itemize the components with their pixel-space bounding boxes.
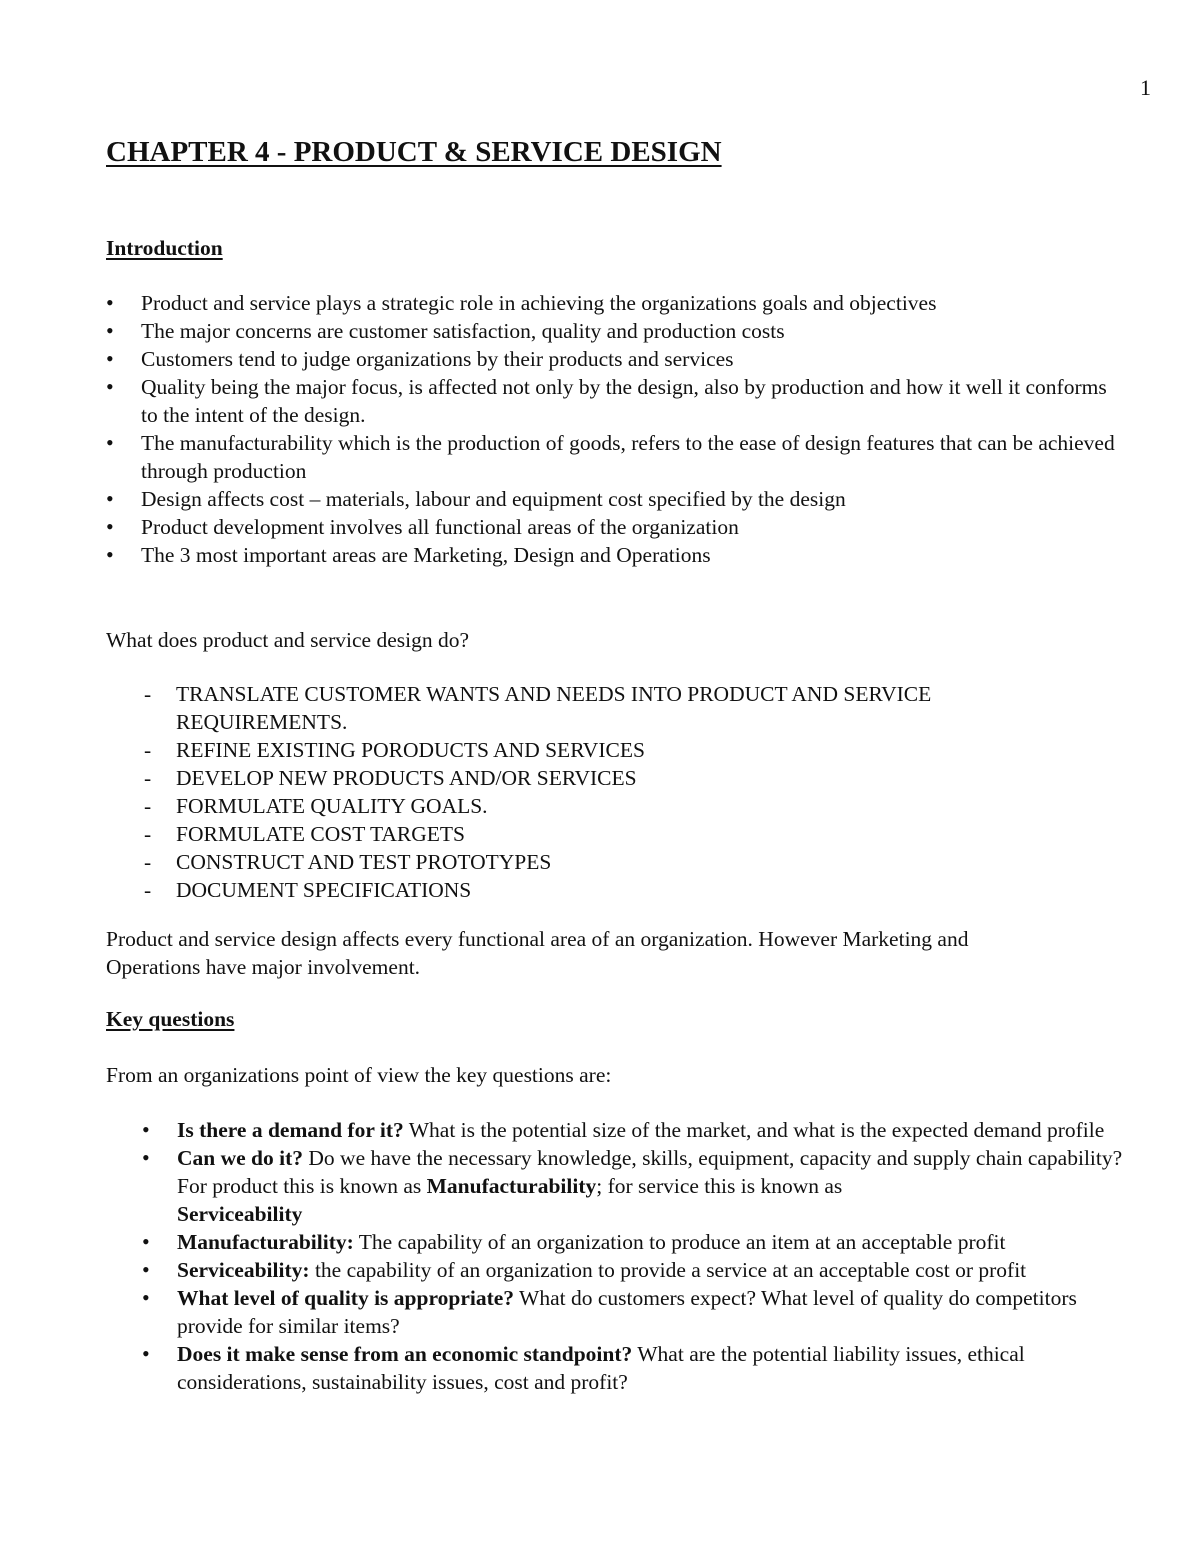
list-item: • Customers tend to judge organizations by their products and services [141,345,1126,373]
list-item: • The major concerns are customer satisfaction, quality and production costs [141,317,1126,345]
what-does-dash-list [176,680,1076,904]
question-text: Do we have the necessary knowledge, skills, equipment, capacity and supply chain capability? For product this is known as [177,1146,1123,1198]
question-text: the capability of an organization to provide a service at an acceptable cost or profit [309,1258,1027,1282]
list-item: - DEVELOP NEW PRODUCTS AND/OR SERVICES [176,764,1076,792]
list-item [177,1256,1132,1284]
term-serviceability: Serviceability [177,1202,303,1226]
list-item [177,1116,1132,1144]
key-questions-heading: Key questions [106,1007,235,1031]
question-lead: Can we do it? [177,1146,304,1170]
list-item: - CONSTRUCT AND TEST PROTOTYPES [176,848,1076,876]
list-item: • Product and service plays a strategic role in achieving the organizations goals and objectives [141,289,1126,317]
list-item: • Design affects cost – materials, labour and equipment cost specified by the design [141,485,1126,513]
key-questions-list [177,1116,1132,1396]
question-text-mid: ; for service this is known as [596,1174,843,1198]
list-item: • Product development involves all functional areas of the organization [141,513,1126,541]
what-does-summary: Product and service design affects every functional area of an organization. However Marketing and Operations have major involvement. [106,927,969,979]
list-item: • The 3 most important areas are Marketing, Design and Operations [141,541,1126,569]
list-item: - FORMULATE QUALITY GOALS. [176,792,1076,820]
chapter-title: CHAPTER 4 - PRODUCT & SERVICE DESIGN [106,136,722,168]
introduction-bullet-list [141,289,1126,569]
list-item: - TRANSLATE CUSTOMER WANTS AND NEEDS INTO PRODUCT AND SERVICE REQUIREMENTS. [176,680,1076,736]
what-does-question: What does product and service design do? [106,628,469,652]
question-text: What are the potential liability issues, ethical considerations, sustainability issues, cost and profit? [177,1342,1025,1394]
page-number: 1 [1140,75,1151,100]
list-item [177,1284,1132,1340]
list-item: • The manufacturability which is the production of goods, refers to the ease of design features that can be achieved through production [141,429,1126,485]
question-lead: What level of quality is appropriate? [177,1286,515,1310]
question-text: What do customers expect? What level of quality do competitors provide for similar items? [177,1286,1077,1338]
introduction-heading: Introduction [106,236,223,260]
list-item: - DOCUMENT SPECIFICATIONS [176,876,1076,904]
question-text: What is the potential size of the market, and what is the expected demand profile [403,1118,1105,1142]
question-lead: Manufacturability: [177,1230,354,1254]
list-item [177,1340,1132,1396]
term-manufacturability: Manufacturability [426,1174,597,1198]
question-lead: Is there a demand for it? [177,1118,404,1142]
list-item: - REFINE EXISTING PORODUCTS AND SERVICES [176,736,1076,764]
question-text: The capability of an organization to produce an item at an acceptable profit [353,1230,1006,1254]
question-lead: Does it make sense from an economic standpoint? [177,1342,633,1366]
question-lead: Serviceability: [177,1258,310,1282]
key-questions-intro: From an organizations point of view the key questions are: [106,1063,612,1087]
list-item [177,1144,1132,1228]
list-item [177,1228,1132,1256]
list-item: • Quality being the major focus, is affected not only by the design, also by production and how it well it conforms to the intent of the design. [141,373,1126,429]
list-item: - FORMULATE COST TARGETS [176,820,1076,848]
